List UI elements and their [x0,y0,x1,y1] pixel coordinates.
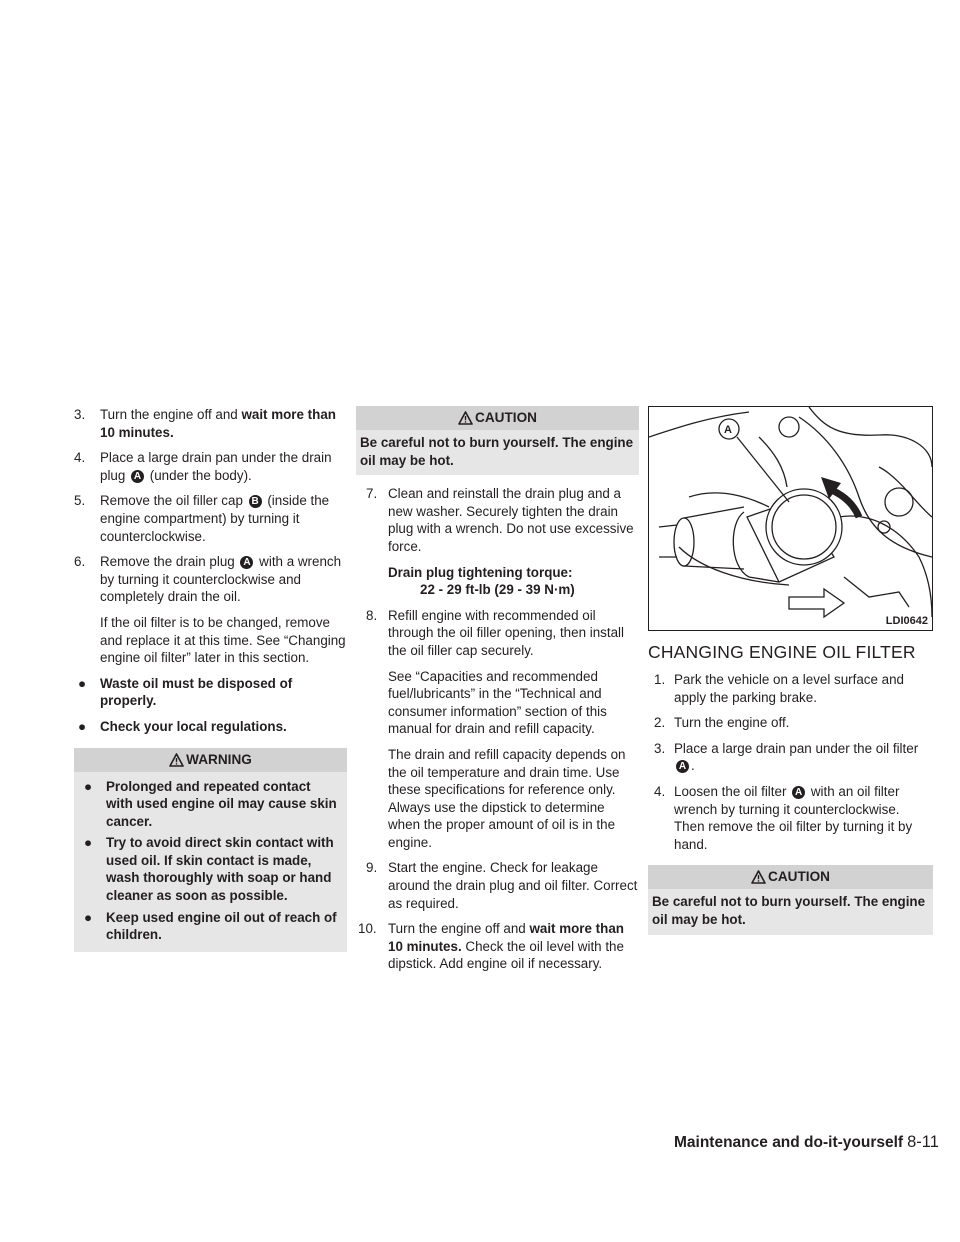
warning-bullet [80,778,341,831]
warning-text: Prolonged and repeated contact with used engine oil may cause skin cancer. [106,778,337,829]
step-5 [74,492,347,545]
warning-body [74,772,347,952]
step-note: See “Capacities and recommended fuel/lubricants” in the “Technical and consumer information” section of this manual for drain and refill capacity. [388,668,607,737]
step-number: 2. [654,715,666,731]
step-note: The drain and refill capacity depends on the oil temperature and drain time. Use these specifications for reference only. Always use the dipstick to determine when the proper amount of oil is in the engine. [388,746,626,850]
bullet-dot: ● [84,909,93,925]
step-number: 8. [366,607,378,623]
callout-b-marker: B [249,495,262,508]
filter-step-4 [648,783,933,853]
column-right [648,406,933,945]
page-number: 8-11 [907,1133,939,1151]
step-text: Start the engine. Check for leakage around the drain plug and oil filter. Correct as required. [388,860,638,911]
step-text: Turn the engine off and [388,921,530,937]
step-number: 4. [654,783,666,799]
step-10 [356,920,639,973]
footer-title: Maintenance and do-it-yourself [674,1134,904,1151]
section-heading: CHANGING ENGINE OIL FILTER [648,642,916,662]
step-text: Turn the engine off. [674,715,790,731]
step-text: Clean and reinstall the drain plug and a new washer. Securely tighten the drain plug with a wrench. Do not use excessive force. [388,486,634,554]
filter-step-1 [648,671,933,706]
caution-text: Be careful not to burn yourself. The engine oil may be hot. [652,894,926,927]
bullet-dot: ● [78,675,87,691]
callout-a-marker: A [792,786,805,799]
step-text: Remove the oil filler cap [100,493,247,509]
filter-step-2 [648,714,933,732]
warning-bullet [80,834,341,904]
step-text: Check the oil level with the dipstick. Add engine oil if necessary. [388,938,624,972]
step-8 [356,607,639,852]
torque-label: Drain plug tightening torque: [388,564,573,580]
step-text: Place a large drain pan under the oil filter [674,740,919,756]
torque-value: 22 - 29 ft-lb (29 - 39 N·m) [420,582,575,598]
caution-icon [751,870,766,884]
step-text: with a wrench by turning it counterclockwise and completely drain the oil. [100,554,342,605]
step-number: 3. [74,407,86,422]
caution-title: CAUTION [768,869,830,885]
step-number: 10. [358,921,377,937]
step-text-emphasis: wait more than 10 minutes. [388,921,624,954]
step-text: Park the vehicle on a level surface and apply the parking brake. [674,672,905,705]
bullet-dot: ● [84,835,93,851]
caution-box [356,406,639,475]
warning-text: Keep used engine oil out of reach of children. [106,909,337,943]
step-text: Refill engine with recommended oil through the oil filler opening, then install the oil filler cap securely. [388,607,624,658]
torque-spec [388,564,639,599]
caution-title: CAUTION [475,410,537,425]
step-number: 9. [366,860,378,876]
caution-text: Be careful not to burn yourself. The engine oil may be hot. [360,435,634,468]
bullet-waste-oil [74,675,347,710]
step-number: 7. [366,486,378,502]
step-text: (under the body). [146,467,252,483]
step-number: 1. [654,672,666,687]
step-9 [356,859,639,912]
step-text: Turn the engine off and [100,407,242,422]
figure-code: LDI0642 [885,615,928,627]
step-7 [356,485,639,599]
callout-a-marker: A [676,760,689,773]
figure-label-a: A [724,424,732,436]
step-6 [74,553,347,667]
step-number: 5. [74,493,86,509]
caution-header [356,406,639,430]
warning-header [74,748,347,772]
bullet-text: Waste oil must be disposed of properly. [100,675,293,709]
warning-bullet [80,909,341,944]
column-left [74,406,347,962]
step-text: . [691,758,695,774]
caution-icon [458,411,473,425]
step-text: with an oil filter wrench by turning it counterclockwise. Then remove the oil filter by turning it by hand. [674,783,913,852]
bullet-regulations [74,718,347,736]
caution-box-filter [648,865,933,934]
warning-box [74,748,347,952]
step-note: If the oil filter is to be changed, remove and replace it at this time. See “Changing engine oil filter” later in this section. [100,614,346,666]
step-4 [74,449,347,484]
warning-text: Try to avoid direct skin contact with used oil. If skin contact is made, wash thoroughly with soap or hand cleaner as soon as possible. [106,835,334,904]
step-text: Loosen the oil filter [674,783,791,799]
bullet-dot: ● [84,778,93,794]
callout-a-marker: A [240,556,253,569]
bullet-dot: ● [78,718,87,734]
warning-icon [169,753,184,767]
warning-title: WARNING [186,751,252,767]
step-text: Place a large drain pan under the drain plug [100,450,332,483]
step-3 [74,406,347,441]
bullet-text: Check your local regulations. [100,718,287,734]
callout-a-marker: A [131,470,144,483]
oil-filter-figure [648,406,933,631]
filter-step-3 [648,740,933,775]
oil-filter-illustration [649,407,932,630]
step-number: 4. [74,450,86,466]
step-number: 3. [654,740,666,756]
page-footer [674,1133,939,1152]
caution-header [648,865,933,889]
step-text-emphasis: wait more than 10 minutes. [100,407,336,440]
step-number: 6. [74,554,86,570]
column-middle [356,406,639,981]
step-text: Remove the drain plug [100,554,239,570]
step-text: (inside the engine compartment) by turning it counterclockwise. [100,493,330,544]
